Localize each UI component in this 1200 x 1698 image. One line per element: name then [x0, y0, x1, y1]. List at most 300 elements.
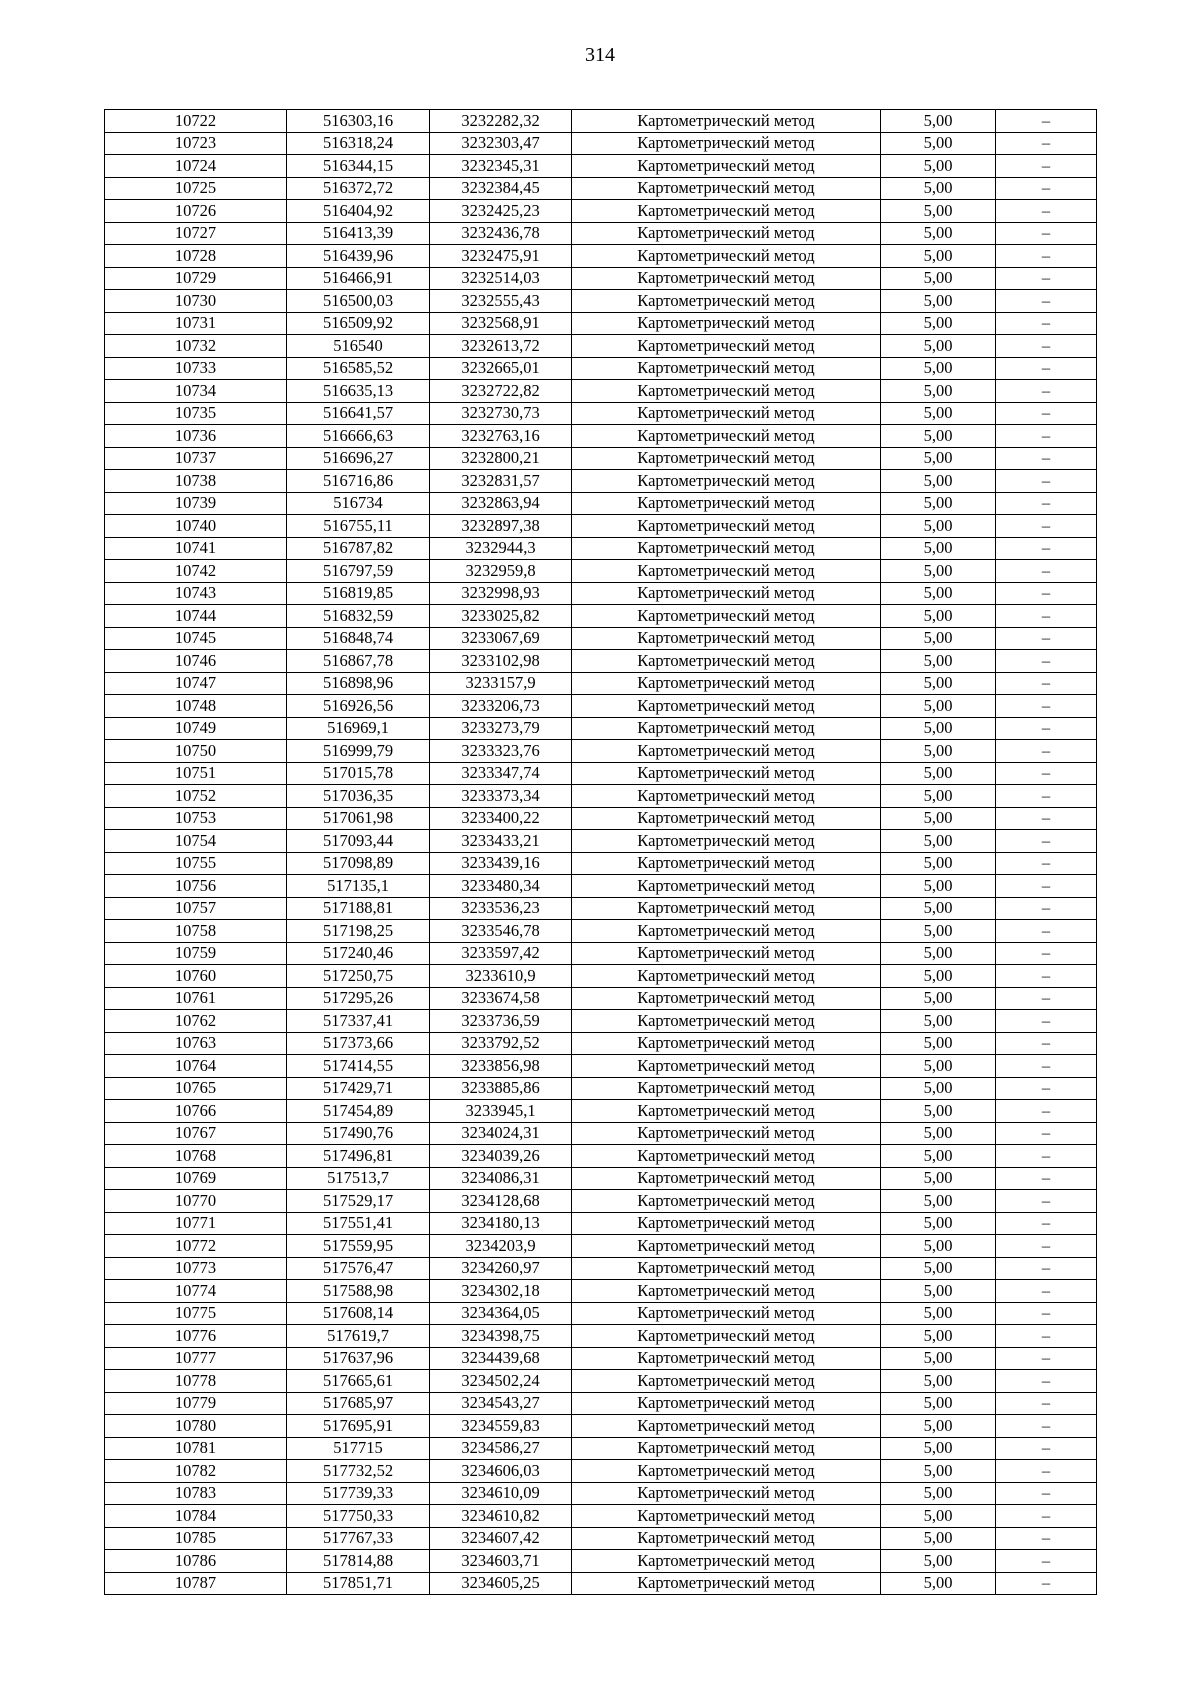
table-row [105, 155, 1097, 178]
x-coordinate-cell: 517295,26 [287, 987, 430, 1010]
point-id-cell: 10768 [105, 1145, 287, 1168]
point-id-cell: 10734 [105, 380, 287, 403]
note-cell: – [996, 830, 1097, 853]
error-cell: 5,00 [881, 762, 996, 785]
point-id-cell: 10784 [105, 1505, 287, 1528]
y-coordinate-cell: 3233610,9 [430, 965, 572, 988]
table-row [105, 492, 1097, 515]
x-coordinate-cell: 517685,97 [287, 1392, 430, 1415]
point-id-cell: 10737 [105, 447, 287, 470]
x-coordinate-cell: 516666,63 [287, 425, 430, 448]
method-cell: Картометрический метод [572, 1460, 881, 1483]
x-coordinate-cell: 517513,7 [287, 1167, 430, 1190]
y-coordinate-cell: 3232555,43 [430, 290, 572, 313]
point-id-cell: 10726 [105, 200, 287, 223]
method-cell: Картометрический метод [572, 1235, 881, 1258]
error-cell: 5,00 [881, 267, 996, 290]
note-cell: – [996, 312, 1097, 335]
table-row [105, 515, 1097, 538]
point-id-cell: 10751 [105, 762, 287, 785]
method-cell: Картометрический метод [572, 492, 881, 515]
x-coordinate-cell: 516716,86 [287, 470, 430, 493]
point-id-cell: 10754 [105, 830, 287, 853]
y-coordinate-cell: 3232384,45 [430, 177, 572, 200]
point-id-cell: 10747 [105, 672, 287, 695]
note-cell: – [996, 1437, 1097, 1460]
point-id-cell: 10760 [105, 965, 287, 988]
error-cell: 5,00 [881, 1505, 996, 1528]
method-cell: Картометрический метод [572, 897, 881, 920]
table-row [105, 380, 1097, 403]
note-cell: – [996, 1167, 1097, 1190]
method-cell: Картометрический метод [572, 1122, 881, 1145]
point-id-cell: 10723 [105, 132, 287, 155]
note-cell: – [996, 605, 1097, 628]
error-cell: 5,00 [881, 785, 996, 808]
y-coordinate-cell: 3232568,91 [430, 312, 572, 335]
x-coordinate-cell: 517750,33 [287, 1505, 430, 1528]
x-coordinate-cell: 517619,7 [287, 1325, 430, 1348]
y-coordinate-cell: 3232800,21 [430, 447, 572, 470]
note-cell: – [996, 132, 1097, 155]
point-id-cell: 10725 [105, 177, 287, 200]
point-id-cell: 10780 [105, 1415, 287, 1438]
x-coordinate-cell: 516540 [287, 335, 430, 358]
x-coordinate-cell: 517814,88 [287, 1550, 430, 1573]
method-cell: Картометрический метод [572, 110, 881, 133]
note-cell: – [996, 1010, 1097, 1033]
error-cell: 5,00 [881, 1077, 996, 1100]
point-id-cell: 10769 [105, 1167, 287, 1190]
error-cell: 5,00 [881, 920, 996, 943]
error-cell: 5,00 [881, 1482, 996, 1505]
error-cell: 5,00 [881, 1167, 996, 1190]
note-cell: – [996, 1280, 1097, 1303]
point-id-cell: 10771 [105, 1212, 287, 1235]
error-cell: 5,00 [881, 830, 996, 853]
error-cell: 5,00 [881, 290, 996, 313]
method-cell: Картометрический метод [572, 1055, 881, 1078]
x-coordinate-cell: 516867,78 [287, 650, 430, 673]
table-row [105, 290, 1097, 313]
y-coordinate-cell: 3234086,31 [430, 1167, 572, 1190]
y-coordinate-cell: 3233400,22 [430, 807, 572, 830]
note-cell: – [996, 357, 1097, 380]
x-coordinate-cell: 517098,89 [287, 852, 430, 875]
error-cell: 5,00 [881, 1437, 996, 1460]
note-cell: – [996, 582, 1097, 605]
note-cell: – [996, 200, 1097, 223]
point-id-cell: 10730 [105, 290, 287, 313]
point-id-cell: 10738 [105, 470, 287, 493]
y-coordinate-cell: 3232613,72 [430, 335, 572, 358]
note-cell: – [996, 1325, 1097, 1348]
error-cell: 5,00 [881, 402, 996, 425]
note-cell: – [996, 740, 1097, 763]
table-row [105, 1100, 1097, 1123]
y-coordinate-cell: 3233856,98 [430, 1055, 572, 1078]
y-coordinate-cell: 3232998,93 [430, 582, 572, 605]
point-id-cell: 10731 [105, 312, 287, 335]
y-coordinate-cell: 3233597,42 [430, 942, 572, 965]
method-cell: Картометрический метод [572, 447, 881, 470]
table-row [105, 762, 1097, 785]
note-cell: – [996, 1460, 1097, 1483]
error-cell: 5,00 [881, 965, 996, 988]
method-cell: Картометрический метод [572, 807, 881, 830]
point-id-cell: 10742 [105, 560, 287, 583]
method-cell: Картометрический метод [572, 1167, 881, 1190]
error-cell: 5,00 [881, 672, 996, 695]
point-id-cell: 10732 [105, 335, 287, 358]
error-cell: 5,00 [881, 605, 996, 628]
note-cell: – [996, 627, 1097, 650]
point-id-cell: 10756 [105, 875, 287, 898]
method-cell: Картометрический метод [572, 965, 881, 988]
point-id-cell: 10739 [105, 492, 287, 515]
x-coordinate-cell: 516787,82 [287, 537, 430, 560]
error-cell: 5,00 [881, 1190, 996, 1213]
table-row [105, 222, 1097, 245]
note-cell: – [996, 762, 1097, 785]
method-cell: Картометрический метод [572, 785, 881, 808]
method-cell: Картометрический метод [572, 1392, 881, 1415]
note-cell: – [996, 1370, 1097, 1393]
method-cell: Картометрический метод [572, 1212, 881, 1235]
y-coordinate-cell: 3232730,73 [430, 402, 572, 425]
y-coordinate-cell: 3234606,03 [430, 1460, 572, 1483]
method-cell: Картометрический метод [572, 537, 881, 560]
error-cell: 5,00 [881, 1392, 996, 1415]
x-coordinate-cell: 517429,71 [287, 1077, 430, 1100]
table-row [105, 357, 1097, 380]
y-coordinate-cell: 3232436,78 [430, 222, 572, 245]
note-cell: – [996, 1257, 1097, 1280]
method-cell: Картометрический метод [572, 222, 881, 245]
y-coordinate-cell: 3234039,26 [430, 1145, 572, 1168]
x-coordinate-cell: 517767,33 [287, 1527, 430, 1550]
x-coordinate-cell: 516372,72 [287, 177, 430, 200]
error-cell: 5,00 [881, 1527, 996, 1550]
error-cell: 5,00 [881, 515, 996, 538]
x-coordinate-cell: 517198,25 [287, 920, 430, 943]
note-cell: – [996, 1505, 1097, 1528]
point-id-cell: 10767 [105, 1122, 287, 1145]
y-coordinate-cell: 3234502,24 [430, 1370, 572, 1393]
y-coordinate-cell: 3233792,52 [430, 1032, 572, 1055]
table-row [105, 1392, 1097, 1415]
error-cell: 5,00 [881, 1212, 996, 1235]
table-row [105, 920, 1097, 943]
error-cell: 5,00 [881, 1347, 996, 1370]
error-cell: 5,00 [881, 245, 996, 268]
x-coordinate-cell: 517414,55 [287, 1055, 430, 1078]
x-coordinate-cell: 517576,47 [287, 1257, 430, 1280]
method-cell: Картометрический метод [572, 582, 881, 605]
table-row [105, 110, 1097, 133]
note-cell: – [996, 807, 1097, 830]
note-cell: – [996, 1077, 1097, 1100]
error-cell: 5,00 [881, 695, 996, 718]
note-cell: – [996, 1032, 1097, 1055]
point-id-cell: 10745 [105, 627, 287, 650]
note-cell: – [996, 987, 1097, 1010]
method-cell: Картометрический метод [572, 1325, 881, 1348]
note-cell: – [996, 920, 1097, 943]
x-coordinate-cell: 517529,17 [287, 1190, 430, 1213]
x-coordinate-cell: 517373,66 [287, 1032, 430, 1055]
note-cell: – [996, 1482, 1097, 1505]
table-row [105, 1527, 1097, 1550]
x-coordinate-cell: 517732,52 [287, 1460, 430, 1483]
method-cell: Картометрический метод [572, 1527, 881, 1550]
error-cell: 5,00 [881, 627, 996, 650]
note-cell: – [996, 1100, 1097, 1123]
note-cell: – [996, 177, 1097, 200]
x-coordinate-cell: 516755,11 [287, 515, 430, 538]
method-cell: Картометрический метод [572, 1032, 881, 1055]
method-cell: Картометрический метод [572, 200, 881, 223]
table-row [105, 470, 1097, 493]
error-cell: 5,00 [881, 1460, 996, 1483]
note-cell: – [996, 650, 1097, 673]
table-row [105, 1572, 1097, 1595]
method-cell: Картометрический метод [572, 987, 881, 1010]
error-cell: 5,00 [881, 492, 996, 515]
note-cell: – [996, 1122, 1097, 1145]
table-row [105, 177, 1097, 200]
table-row [105, 1347, 1097, 1370]
y-coordinate-cell: 3234302,18 [430, 1280, 572, 1303]
x-coordinate-cell: 517608,14 [287, 1302, 430, 1325]
note-cell: – [996, 695, 1097, 718]
y-coordinate-cell: 3233674,58 [430, 987, 572, 1010]
error-cell: 5,00 [881, 807, 996, 830]
y-coordinate-cell: 3234586,27 [430, 1437, 572, 1460]
table-row [105, 1325, 1097, 1348]
error-cell: 5,00 [881, 1122, 996, 1145]
error-cell: 5,00 [881, 380, 996, 403]
note-cell: – [996, 380, 1097, 403]
note-cell: – [996, 290, 1097, 313]
y-coordinate-cell: 3234364,05 [430, 1302, 572, 1325]
x-coordinate-cell: 517851,71 [287, 1572, 430, 1595]
point-id-cell: 10728 [105, 245, 287, 268]
table-row [105, 1505, 1097, 1528]
point-id-cell: 10779 [105, 1392, 287, 1415]
y-coordinate-cell: 3232897,38 [430, 515, 572, 538]
x-coordinate-cell: 517240,46 [287, 942, 430, 965]
point-id-cell: 10783 [105, 1482, 287, 1505]
error-cell: 5,00 [881, 1415, 996, 1438]
y-coordinate-cell: 3232514,03 [430, 267, 572, 290]
x-coordinate-cell: 517036,35 [287, 785, 430, 808]
method-cell: Картометрический метод [572, 312, 881, 335]
method-cell: Картометрический метод [572, 402, 881, 425]
x-coordinate-cell: 516413,39 [287, 222, 430, 245]
note-cell: – [996, 1212, 1097, 1235]
point-id-cell: 10781 [105, 1437, 287, 1460]
y-coordinate-cell: 3232722,82 [430, 380, 572, 403]
note-cell: – [996, 1055, 1097, 1078]
error-cell: 5,00 [881, 582, 996, 605]
error-cell: 5,00 [881, 942, 996, 965]
x-coordinate-cell: 517337,41 [287, 1010, 430, 1033]
point-id-cell: 10733 [105, 357, 287, 380]
point-id-cell: 10749 [105, 717, 287, 740]
error-cell: 5,00 [881, 740, 996, 763]
y-coordinate-cell: 3234605,25 [430, 1572, 572, 1595]
point-id-cell: 10775 [105, 1302, 287, 1325]
table-row [105, 627, 1097, 650]
method-cell: Картометрический метод [572, 627, 881, 650]
note-cell: – [996, 1527, 1097, 1550]
table-row [105, 1235, 1097, 1258]
table-row [105, 1167, 1097, 1190]
method-cell: Картометрический метод [572, 1572, 881, 1595]
table-row [105, 1370, 1097, 1393]
method-cell: Картометрический метод [572, 1482, 881, 1505]
table-row [105, 695, 1097, 718]
method-cell: Картометрический метод [572, 1415, 881, 1438]
y-coordinate-cell: 3234607,42 [430, 1527, 572, 1550]
y-coordinate-cell: 3233347,74 [430, 762, 572, 785]
error-cell: 5,00 [881, 312, 996, 335]
x-coordinate-cell: 517490,76 [287, 1122, 430, 1145]
point-id-cell: 10753 [105, 807, 287, 830]
method-cell: Картометрический метод [572, 155, 881, 178]
error-cell: 5,00 [881, 717, 996, 740]
y-coordinate-cell: 3233433,21 [430, 830, 572, 853]
y-coordinate-cell: 3232425,23 [430, 200, 572, 223]
method-cell: Картометрический метод [572, 605, 881, 628]
note-cell: – [996, 267, 1097, 290]
table-row [105, 1055, 1097, 1078]
note-cell: – [996, 1302, 1097, 1325]
x-coordinate-cell: 517637,96 [287, 1347, 430, 1370]
note-cell: – [996, 537, 1097, 560]
error-cell: 5,00 [881, 1032, 996, 1055]
error-cell: 5,00 [881, 447, 996, 470]
point-id-cell: 10741 [105, 537, 287, 560]
coordinates-table-body [105, 110, 1097, 1595]
table-row [105, 425, 1097, 448]
y-coordinate-cell: 3232303,47 [430, 132, 572, 155]
table-row [105, 1145, 1097, 1168]
note-cell: – [996, 335, 1097, 358]
x-coordinate-cell: 517665,61 [287, 1370, 430, 1393]
table-row [105, 1280, 1097, 1303]
method-cell: Картометрический метод [572, 1302, 881, 1325]
note-cell: – [996, 1145, 1097, 1168]
x-coordinate-cell: 516898,96 [287, 672, 430, 695]
x-coordinate-cell: 517015,78 [287, 762, 430, 785]
method-cell: Картометрический метод [572, 470, 881, 493]
table-row [105, 650, 1097, 673]
error-cell: 5,00 [881, 177, 996, 200]
note-cell: – [996, 1235, 1097, 1258]
x-coordinate-cell: 516585,52 [287, 357, 430, 380]
error-cell: 5,00 [881, 987, 996, 1010]
note-cell: – [996, 852, 1097, 875]
coordinates-table [104, 109, 1097, 1595]
table-row [105, 740, 1097, 763]
y-coordinate-cell: 3232345,31 [430, 155, 572, 178]
x-coordinate-cell: 516797,59 [287, 560, 430, 583]
note-cell: – [996, 965, 1097, 988]
point-id-cell: 10759 [105, 942, 287, 965]
table-row [105, 335, 1097, 358]
method-cell: Картометрический метод [572, 717, 881, 740]
point-id-cell: 10766 [105, 1100, 287, 1123]
y-coordinate-cell: 3234603,71 [430, 1550, 572, 1573]
point-id-cell: 10722 [105, 110, 287, 133]
table-row [105, 717, 1097, 740]
error-cell: 5,00 [881, 1257, 996, 1280]
error-cell: 5,00 [881, 852, 996, 875]
x-coordinate-cell: 517559,95 [287, 1235, 430, 1258]
x-coordinate-cell: 516641,57 [287, 402, 430, 425]
point-id-cell: 10785 [105, 1527, 287, 1550]
error-cell: 5,00 [881, 560, 996, 583]
y-coordinate-cell: 3232475,91 [430, 245, 572, 268]
method-cell: Картометрический метод [572, 1505, 881, 1528]
y-coordinate-cell: 3234128,68 [430, 1190, 572, 1213]
y-coordinate-cell: 3234260,97 [430, 1257, 572, 1280]
table-row [105, 1460, 1097, 1483]
table-row [105, 1032, 1097, 1055]
method-cell: Картометрический метод [572, 672, 881, 695]
error-cell: 5,00 [881, 425, 996, 448]
y-coordinate-cell: 3234543,27 [430, 1392, 572, 1415]
error-cell: 5,00 [881, 650, 996, 673]
table-row [105, 807, 1097, 830]
method-cell: Картометрический метод [572, 1190, 881, 1213]
y-coordinate-cell: 3232944,3 [430, 537, 572, 560]
table-row [105, 1415, 1097, 1438]
note-cell: – [996, 942, 1097, 965]
note-cell: – [996, 402, 1097, 425]
x-coordinate-cell: 516635,13 [287, 380, 430, 403]
table-row [105, 965, 1097, 988]
error-cell: 5,00 [881, 1325, 996, 1348]
y-coordinate-cell: 3233067,69 [430, 627, 572, 650]
note-cell: – [996, 1190, 1097, 1213]
error-cell: 5,00 [881, 1010, 996, 1033]
point-id-cell: 10755 [105, 852, 287, 875]
x-coordinate-cell: 517496,81 [287, 1145, 430, 1168]
method-cell: Картометрический метод [572, 290, 881, 313]
x-coordinate-cell: 516734 [287, 492, 430, 515]
point-id-cell: 10786 [105, 1550, 287, 1573]
table-row [105, 1077, 1097, 1100]
table-row [105, 605, 1097, 628]
error-cell: 5,00 [881, 335, 996, 358]
method-cell: Картометрический метод [572, 1077, 881, 1100]
point-id-cell: 10761 [105, 987, 287, 1010]
point-id-cell: 10752 [105, 785, 287, 808]
x-coordinate-cell: 517093,44 [287, 830, 430, 853]
method-cell: Картометрический метод [572, 920, 881, 943]
method-cell: Картометрический метод [572, 762, 881, 785]
table-row [105, 852, 1097, 875]
table-row [105, 560, 1097, 583]
y-coordinate-cell: 3233025,82 [430, 605, 572, 628]
error-cell: 5,00 [881, 1302, 996, 1325]
note-cell: – [996, 110, 1097, 133]
x-coordinate-cell: 516926,56 [287, 695, 430, 718]
x-coordinate-cell: 516832,59 [287, 605, 430, 628]
